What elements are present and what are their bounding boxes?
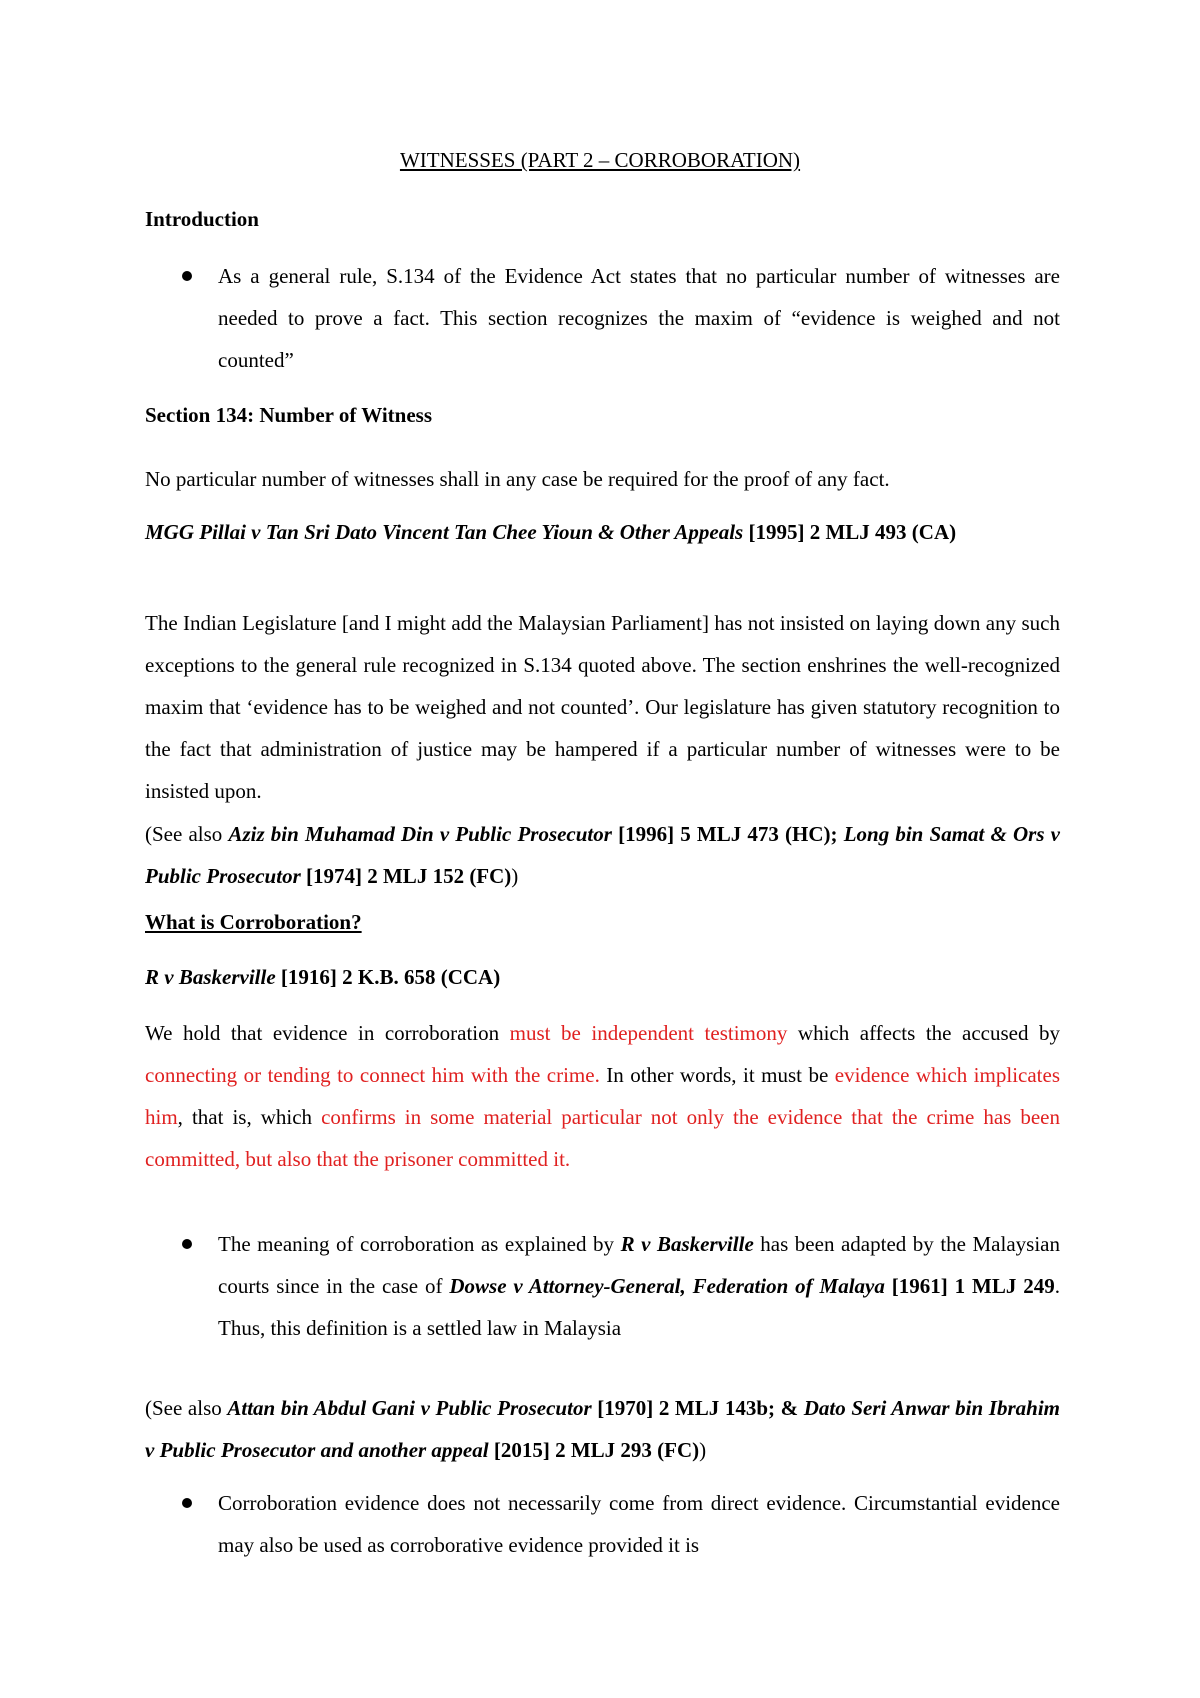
heading-what-is-corroboration: What is Corroboration? <box>145 910 362 934</box>
intro-bullet-text: As a general rule, S.134 of the Evidence Act states that no particular number of witnesses are needed to prove a fact. This section recognizes the maxim of “evidence is weighed and not counted” <box>218 264 1060 372</box>
quote-text: , that is, which <box>177 1105 322 1129</box>
see-also-text: (See also <box>145 822 229 846</box>
case-name: Dowse v Attorney-General, Federation of Malaya <box>449 1274 885 1298</box>
see-also-close: ) <box>511 864 519 888</box>
highlighted-text: evidence which implicates him <box>145 1063 1060 1129</box>
baskerville-bullet-text <box>218 1223 1060 1349</box>
quote-text: In other words, it must be <box>599 1063 835 1087</box>
highlighted-text: must be independent testimony <box>509 1021 788 1045</box>
see-also-paragraph-2 <box>145 1387 1060 1471</box>
document-title: WITNESSES (PART 2 – CORROBORATION) <box>399 148 801 172</box>
case-name: R v Baskerville <box>620 1232 754 1256</box>
section-134-text: No particular number of witnesses shall in any case be required for the proof of any fact. <box>145 467 890 491</box>
highlighted-text: connecting or tending to connect him with the crime. <box>145 1063 600 1087</box>
bullet-icon <box>182 1239 192 1249</box>
case-pillai-heading <box>145 511 1060 553</box>
case-name: Dato Seri Anwar bin Ibrahim v Public Prosecutor and another appeal <box>145 1396 1060 1462</box>
case-name: Attan bin Abdul Gani v Public Prosecutor <box>227 1396 592 1420</box>
see-also-paragraph-1 <box>145 813 1060 897</box>
bullet-text: The meaning of corroboration as explained by <box>218 1232 621 1256</box>
case-citation: [1995] 2 MLJ 493 (CA) <box>748 520 957 544</box>
case-citation: [1974] 2 MLJ 152 (FC) <box>300 864 512 888</box>
case-name: Long bin Samat & Ors v Public Prosecutor <box>145 822 1060 888</box>
bullet-text: . Thus, this definition is a settled law in Malaysia <box>218 1274 1060 1340</box>
case-citation: [1916] 2 K.B. 658 (CCA) <box>275 965 501 989</box>
bullet-text: has been adapted by the Malaysian courts since in the case of <box>218 1232 1060 1298</box>
heading-section-134: Section 134: Number of Witness <box>145 403 433 427</box>
heading-introduction: Introduction <box>145 207 259 231</box>
highlighted-text: confirms in some material particular not only the evidence that the crime has been committed, but also that the prisoner committed it. <box>145 1105 1060 1171</box>
circumstantial-bullet-text: Corroboration evidence does not necessarily come from direct evidence. Circumstantial evidence may also be used as corroborative evidence provided it is <box>218 1491 1060 1557</box>
case-name: R v Baskerville <box>145 965 276 989</box>
case-baskerville-heading <box>145 956 1060 998</box>
see-also-close: ) <box>699 1438 707 1462</box>
case-citation: [1970] 2 MLJ 143b; & <box>591 1396 804 1420</box>
case-citation: [1996] 5 MLJ 473 (HC); <box>611 822 844 846</box>
case-citation: [2015] 2 MLJ 293 (FC) <box>488 1438 700 1462</box>
baskerville-quote <box>145 1012 1060 1180</box>
quote-text: which affects the accused by <box>787 1021 1060 1045</box>
case-name: MGG Pillai v Tan Sri Dato Vincent Tan Chee Yioun & Other Appeals <box>145 520 744 544</box>
bullet-icon <box>182 1498 192 1508</box>
case-citation: [1961] 1 MLJ 249 <box>884 1274 1055 1298</box>
see-also-text: (See also <box>145 1396 228 1420</box>
bullet-icon <box>182 271 192 281</box>
pillai-quote: The Indian Legislature [and I might add the Malaysian Parliament] has not insisted on laying down any such exceptions to the general rule recognized in S.134 quoted above. The section enshrines the well-recognized maxim that ‘evidence has to be weighed and not counted’. Our legislature has given statutory recognition to the fact that administration of justice may be hampered if a particular number of witnesses were to be insisted upon. <box>145 611 1060 803</box>
case-name: Aziz bin Muhamad Din v Public Prosecutor <box>228 822 612 846</box>
quote-text: We hold that evidence in corroboration <box>145 1021 510 1045</box>
